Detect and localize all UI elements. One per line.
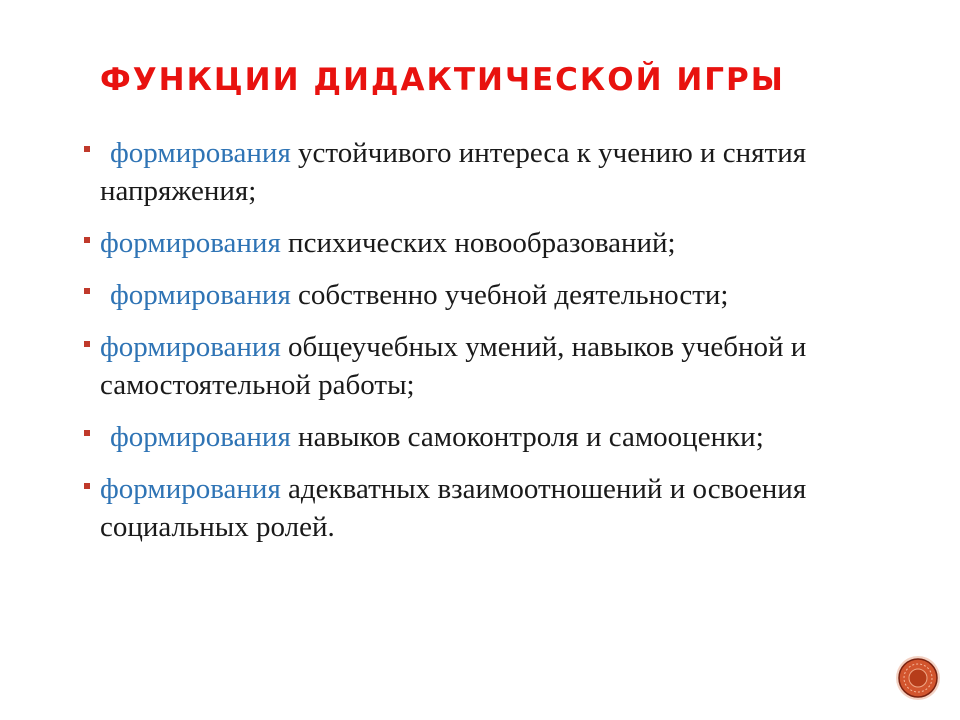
function-list: [78, 134, 878, 560]
square-bullet-icon: [84, 341, 90, 347]
item-keyword: формирования: [100, 227, 281, 259]
circular-emblem-icon: [895, 655, 941, 701]
square-bullet-icon: [84, 430, 90, 436]
item-text: адекватных взаимоотношений и освоения социальных ролей.: [100, 473, 807, 543]
square-bullet-icon: [84, 483, 90, 489]
item-text: устойчивого интереса к учению и снятия напряжения;: [100, 137, 807, 207]
list-item: [78, 418, 878, 456]
slide-title: ФУНКЦИИ ДИДАКТИЧЕСКОЙ ИГРЫ: [100, 62, 785, 98]
item-keyword: формирования: [110, 137, 291, 169]
item-text: общеучебных умений, навыков учебной и самостоятельной работы;: [100, 331, 807, 401]
item-keyword: формирования: [100, 331, 281, 363]
item-text: психических новообразований;: [280, 227, 676, 259]
square-bullet-icon: [84, 237, 90, 243]
square-bullet-icon: [84, 146, 90, 152]
item-keyword: формирования: [100, 473, 281, 505]
list-item: [78, 224, 878, 262]
list-item: [78, 276, 878, 314]
item-keyword: формирования: [110, 421, 291, 453]
list-item: [78, 328, 878, 404]
item-keyword: формирования: [110, 279, 291, 311]
square-bullet-icon: [84, 288, 90, 294]
list-item: [78, 470, 878, 546]
item-text: навыков самоконтроля и самооценки;: [290, 421, 764, 453]
list-item: [78, 134, 878, 210]
item-text: собственно учебной деятельности;: [290, 279, 729, 311]
